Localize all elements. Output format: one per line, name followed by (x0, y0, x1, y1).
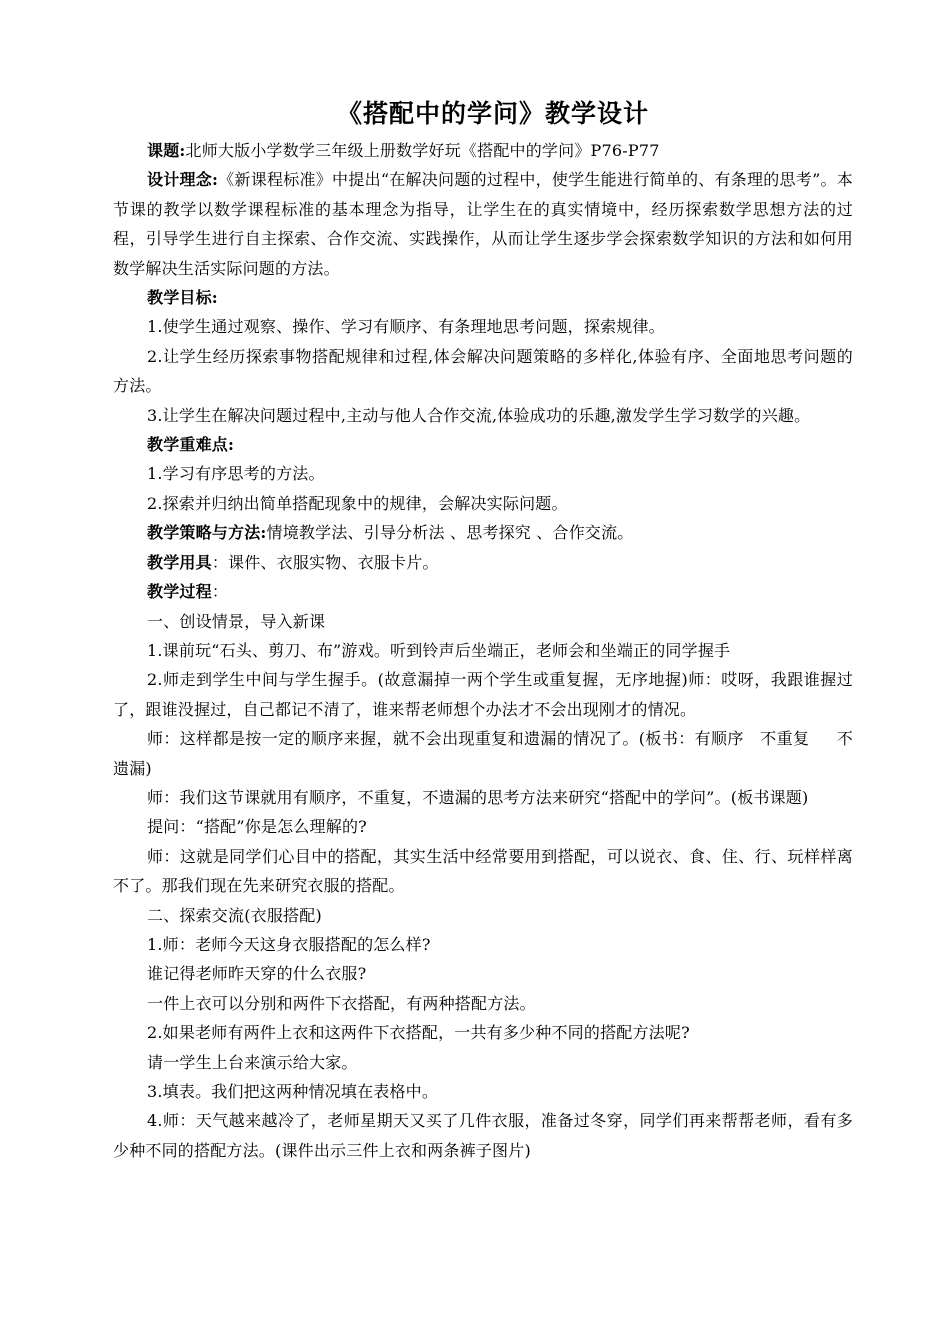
paragraph (113, 136, 853, 165)
paragraph-label: 设计理念: (147, 170, 219, 190)
paragraph-text: 2.如果老师有两件上衣和这两件下衣搭配，一共有多少种不同的搭配方法呢? (147, 1023, 690, 1043)
paragraph-text: 2.让学生经历探索事物搭配规律和过程,体会解决问题策略的多样化,体验有序、全面地思考问题的方法。 (113, 346, 853, 396)
document-title: 《搭配中的学问》教学设计 (336, 99, 649, 128)
paragraph (113, 930, 853, 959)
paragraph (113, 430, 853, 459)
paragraph (113, 401, 853, 430)
paragraph-text: 1.课前玩“石头、剪刀、布”游戏。听到铃声后坐端正，老师会和坐端正的同学握手 (147, 640, 731, 660)
paragraph (113, 901, 853, 930)
paragraph (113, 959, 853, 988)
paragraph-text: 3.填表。我们把这两种情况填在表格中。 (147, 1082, 439, 1101)
paragraph-text: 2.探索并归纳出简单搭配现象中的规律，会解决实际问题。 (147, 493, 568, 513)
paragraph (113, 665, 853, 724)
paragraph-text: 二、探索交流(衣服搭配) (147, 905, 322, 925)
paragraph (113, 577, 853, 606)
paragraph (113, 518, 853, 547)
paragraph-text: 1.师：老师今天这身衣服搭配的怎么样? (147, 934, 431, 954)
paragraph (113, 459, 853, 488)
paragraph (113, 342, 853, 401)
paragraph-text: 师：这样都是按一定的顺序来握，就不会出现重复和遗漏的情况了。(板书：有顺序 不重复 不遗漏) (113, 729, 853, 778)
paragraph (113, 783, 853, 812)
paragraph-text: 请一学生上台来演示给大家。 (147, 1052, 358, 1072)
paragraph-text: ： (211, 582, 229, 602)
paragraph (113, 312, 853, 341)
paragraph-label: 课题: (147, 141, 186, 160)
paragraph (113, 1018, 853, 1047)
paragraph (113, 1077, 853, 1106)
paragraph-label: 教学目标: (147, 288, 218, 308)
document-page (113, 96, 853, 1165)
paragraph-text: 提问：“搭配”你是怎么理解的? (147, 817, 367, 837)
paragraph (113, 283, 853, 312)
paragraph-text: 1.学习有序思考的方法。 (147, 464, 325, 484)
paragraph-text: 情境教学法、引导分析法 、思考探究 、合作交流。 (266, 523, 634, 543)
paragraph (113, 489, 853, 518)
paragraph-text: 师：我们这节课就用有顺序，不重复，不遗漏的思考方法来研究“搭配中的学问”。(板书课题) (147, 787, 809, 807)
paragraph-text: 《新课程标准》中提出“在解决问题的过程中，使学生能进行简单的、有条理的思考”。本节课的教学以数学课程标准的基本理念为指导，让学生在的真实情境中，经历探索数学思想方法的过程，引导学生进行自主探索、合作交流、实践操作，从而让学生逐步学会探索数学知识的方法和如何用数学解决生活实际问题的方法。 (113, 170, 853, 278)
paragraph-text: 1.使学生通过观察、操作、学习有顺序、有条理地思考问题，探索规律。 (147, 317, 665, 337)
paragraph (113, 812, 853, 841)
paragraph-text: 一件上衣可以分别和两件下衣搭配，有两种搭配方法。 (147, 993, 536, 1013)
paragraph-label: 教学用具 (147, 552, 212, 572)
paragraph (113, 165, 853, 283)
paragraph-label: 教学重难点: (147, 435, 235, 455)
paragraph-text: 北师大版小学数学三年级上册数学好玩《搭配中的学问》P76-P77 (185, 141, 660, 160)
document-body (113, 136, 853, 1165)
paragraph-text: 一、创设情景，导入新课 (147, 611, 326, 631)
paragraph-text: 师：这就是同学们心目中的搭配，其实生活中经常要用到搭配，可以说衣、食、住、行、玩样样离不了。那我们现在先来研究衣服的搭配。 (113, 846, 853, 896)
paragraph (113, 1106, 853, 1165)
paragraph (113, 1048, 853, 1077)
paragraph (113, 989, 853, 1018)
paragraph-text: 2.师走到学生中间与学生握手。(故意漏掉一两个学生或重复握，无序地握)师：哎呀，我跟谁握过了，跟谁没握过，自己都记不清了，谁来帮老师想个办法才不会出现刚才的情况。 (113, 670, 853, 719)
paragraph-label: 教学过程 (147, 582, 212, 602)
paragraph (113, 724, 853, 783)
paragraph-text: 3.让学生在解决问题过程中,主动与他人合作交流,体验成功的乐趣,激发学生学习数学的兴趣。 (147, 405, 811, 425)
paragraph-label: 教学策略与方法: (147, 523, 267, 543)
paragraph (113, 548, 853, 577)
paragraph-text: ：课件、衣服实物、衣服卡片。 (211, 552, 439, 572)
paragraph-text: 谁记得老师昨天穿的什么衣服? (147, 964, 367, 984)
paragraph (113, 636, 853, 665)
paragraph (113, 607, 853, 636)
paragraph (113, 842, 853, 901)
paragraph-text: 4.师：天气越来越冷了，老师星期天又买了几件衣服，准备过冬穿，同学们再来帮帮老师，看有多少种不同的搭配方法。(课件出示三件上衣和两条裤子图片) (113, 1111, 853, 1160)
